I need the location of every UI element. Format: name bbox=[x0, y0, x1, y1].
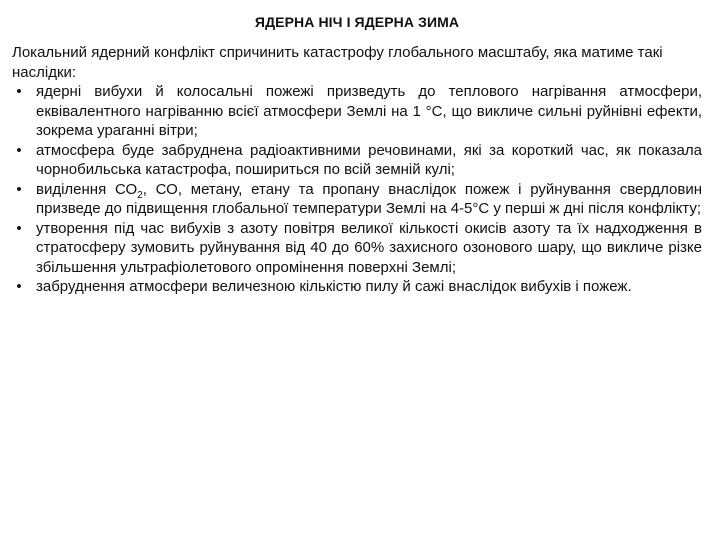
list-item-text-before: виділення СО bbox=[36, 180, 138, 198]
list-item-text: забруднення атмосфери величезною кількістю пилу й сажі внаслідок вибухів і пожеж. bbox=[36, 278, 632, 295]
document-title: ЯДЕРНА НІЧ І ЯДЕРНА ЗИМА bbox=[254, 14, 460, 30]
bullet-icon: • bbox=[16, 219, 22, 237]
bullet-icon: • bbox=[16, 180, 22, 198]
list-item bbox=[12, 180, 702, 219]
list-item-text: атмосфера буде забруднена радіоактивними речовинами, які за короткий час, як показала чорнобильська катастрофа, пошириться по всій земній кулі; bbox=[36, 141, 702, 178]
document-page bbox=[0, 14, 720, 554]
list-item-text: ядерні вибухи й колосальні пожежі призведуть до теплового нагрівання атмосфери, еквівалентного нагріванню всієї атмосфери Землі на 1 °С, що викличе сильні руйнівні ефекти, зокрема ураганні вітри; bbox=[36, 83, 702, 139]
list-item-text-after: , СО, метану, етану та пропану внаслідок пожеж і руйнування свердловин призведе до підвищення глобальної температури Землі на 4-5°С у перші ж дні після конфлікту; bbox=[36, 180, 702, 217]
bullet-icon: • bbox=[16, 83, 22, 100]
bullet-icon: • bbox=[16, 141, 22, 159]
consequences-list bbox=[12, 82, 702, 297]
list-item bbox=[12, 82, 702, 141]
list-item bbox=[12, 141, 702, 180]
list-item-text: утворення під час вибухів з азоту повітря великої кількості окисів азоту та їх надходження в стратосферу зумовить руйнування від 40 до 60% захисного озонового шару, що викличе різке збільшення ультрафіолетового опромінення поверхні Землі; bbox=[36, 219, 702, 276]
subscript-two: 2 bbox=[137, 189, 143, 201]
intro-paragraph: Локальний ядерний конфлікт спричинить катастрофу глобального масштабу, яка матиме такі наслідки: bbox=[12, 44, 663, 81]
list-item bbox=[12, 219, 702, 278]
bullet-icon: • bbox=[16, 278, 22, 295]
list-item bbox=[12, 277, 702, 297]
